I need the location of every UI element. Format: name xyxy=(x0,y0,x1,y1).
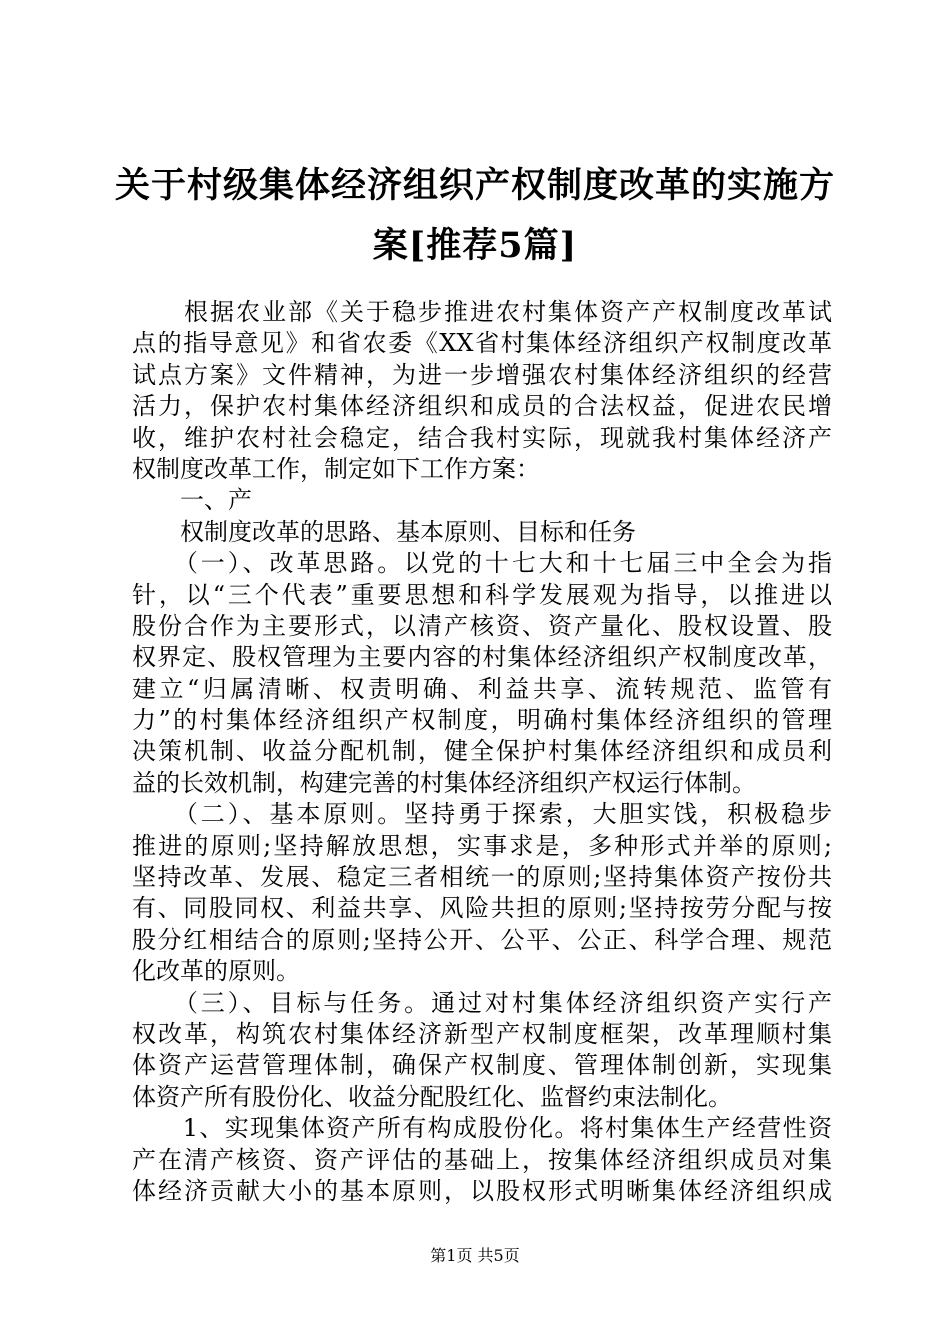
text-line: 益的长效机制，构建完善的村集体经济组织产权运行体制。 xyxy=(132,768,756,797)
text-line: 一、产 xyxy=(132,486,252,515)
text-line: 权改革，构筑农村集体经济新型产权制度框架，改革理顺村集 xyxy=(132,1019,832,1048)
text-line: 体资产运营管理体制，确保产权制度、管理体制创新，实现集 xyxy=(132,1051,832,1080)
text-line: 试点方案》文件精神，为进一步增强农村集体经济组织的经营 xyxy=(132,360,832,389)
text-line: （二）、基本原则。坚持勇于探索，大胆实饯，积极稳步 xyxy=(132,800,832,829)
document-body xyxy=(132,297,832,1207)
text-line: 点的指导意见》和省农委《XX省村集体经济组织产权制度改革 xyxy=(132,329,832,358)
text-line: 活力，保护农村集体经济组织和成员的合法权益，促进农民增 xyxy=(132,392,832,421)
text-line: 坚持改革、发展、稳定三者相统一的原则;坚持集体资产按份共 xyxy=(132,863,832,892)
text-line: （三）、目标与任务。通过对村集体经济组织资产实行产 xyxy=(132,988,832,1017)
text-line: 股份合作为主要形式，以清产核资、资产量化、股权设置、股 xyxy=(132,611,832,640)
text-line: 产在清产核资、资产评估的基础上，按集体经济组织成员对集 xyxy=(132,1145,832,1174)
document-title-line-2: 案[推荐5篇] xyxy=(372,225,578,266)
text-line: 体资产所有股份化、收益分配股红化、监督约束法制化。 xyxy=(132,1082,732,1111)
text-line: 化改革的原则。 xyxy=(132,957,300,986)
text-line: 权界定、股权管理为主要内容的村集体经济组织产权制度改革， xyxy=(132,643,832,672)
text-line: 根据农业部《关于稳步推进农村集体资产产权制度改革试 xyxy=(132,298,832,326)
text-line: （一）、改革思路。以党的十七大和十七届三中全会为指 xyxy=(132,549,832,578)
text-line: 1、实现集体资产所有构成股份化。将村集体生产经营性资 xyxy=(132,1114,832,1143)
text-line: 有、同股同权、利益共享、风险共担的原则;坚持按劳分配与按 xyxy=(132,894,832,923)
page-footer: 第1页 共5页 xyxy=(430,1246,520,1265)
text-line: 权制度改革的思路、基本原则、目标和任务 xyxy=(132,517,636,546)
text-line: 推进的原则;坚持解放思想，实事求是，多种形式并举的原则; xyxy=(132,831,832,860)
text-line: 收，维护农村社会稳定，结合我村实际，现就我村集体经济产 xyxy=(132,423,832,452)
text-line: 力”的村集体经济组织产权制度，明确村集体经济组织的管理 xyxy=(132,706,832,735)
document-title-line-1: 关于村级集体经济组织产权制度改革的实施方 xyxy=(114,165,835,206)
text-line: 股分红相结合的原则;坚持公开、公平、公正、科学合理、规范 xyxy=(132,925,832,954)
text-line: 体经济贡献大小的基本原则，以股权形式明晰集体经济组织成 xyxy=(132,1176,832,1205)
text-line: 决策机制、收益分配机制，健全保护村集体经济组织和成员利 xyxy=(132,737,832,766)
text-line: 建立“归属清晰、权责明确、利益共享、流转规范、监管有 xyxy=(132,674,832,703)
text-line: 权制度改革工作，制定如下工作方案： xyxy=(132,454,540,483)
text-line: 针，以“三个代表”重要思想和科学发展观为指导，以推进以 xyxy=(132,580,832,609)
